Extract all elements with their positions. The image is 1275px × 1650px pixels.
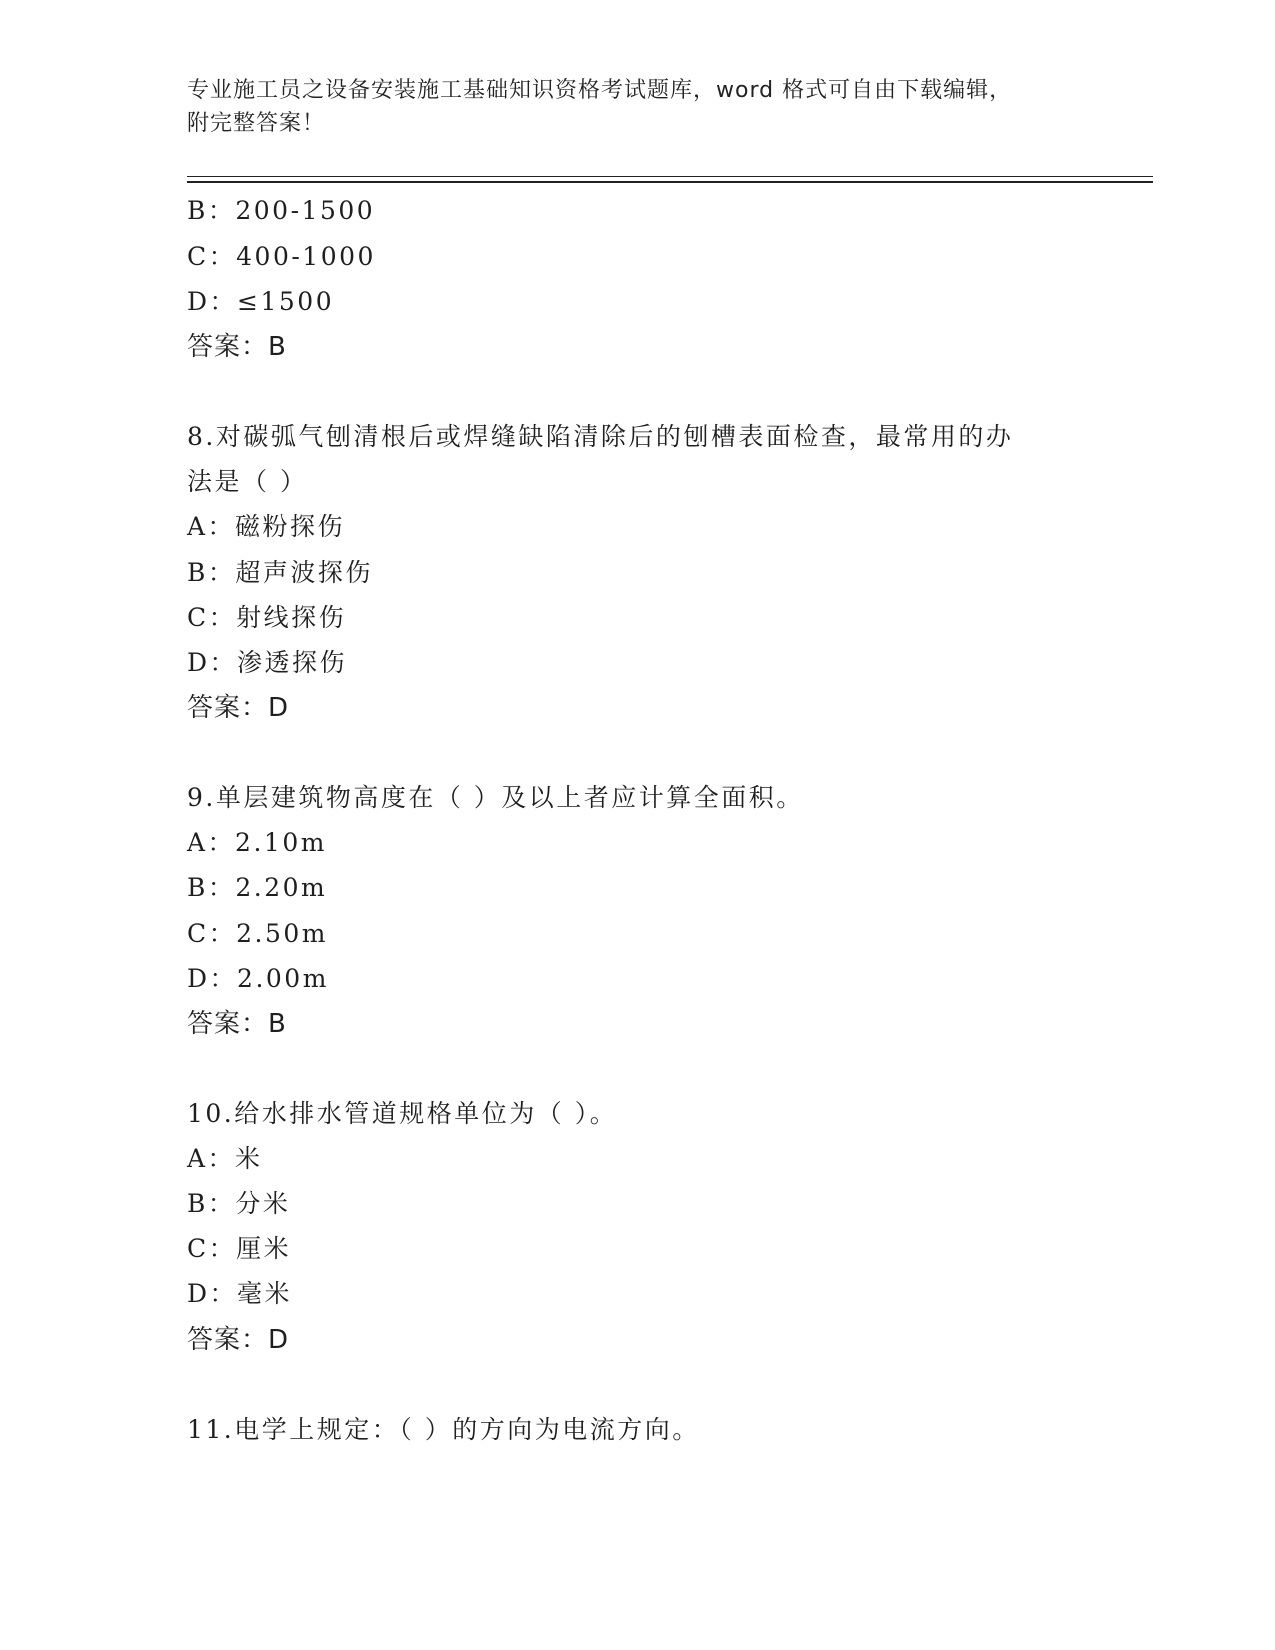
q10-option-b: B：分米: [187, 1189, 291, 1218]
header-line-2: 附完整答案！: [187, 111, 326, 136]
q8-option-b: B：超声波探伤: [187, 558, 373, 587]
page-header: [187, 74, 1087, 140]
q9-option-a: A：2.10m: [187, 828, 327, 857]
q7-option-d: D：≤1500: [187, 287, 335, 316]
q8-stem-line-1: 8.对碳弧气刨清根后或焊缝缺陷清除后的刨槽表面检查，最常用的办: [187, 422, 1014, 451]
header-rule-top: [187, 176, 1153, 177]
q11-stem: 11.电学上规定：（ ）的方向为电流方向。: [187, 1415, 700, 1444]
q9-option-b: B：2.20m: [187, 873, 328, 902]
q9-option-d: D：2.00m: [187, 964, 329, 993]
q9-answer: 答案：B: [187, 1009, 287, 1039]
q10-option-c: C：厘米: [187, 1234, 292, 1263]
q7-option-c: C：400-1000: [187, 242, 376, 271]
q8-answer: 答案：D: [187, 693, 290, 723]
q8-stem-line-2: 法是（ ）: [187, 467, 308, 496]
q10-option-a: A：米: [187, 1144, 263, 1173]
q10-option-d: D：毫米: [187, 1279, 293, 1308]
header-rule-bottom: [187, 181, 1153, 183]
q8-option-c: C：射线探伤: [187, 603, 347, 632]
q8-option-a: A：磁粉探伤: [187, 512, 346, 541]
q7-option-b: B：200-1500: [187, 196, 376, 225]
q8-option-d: D：渗透探伤: [187, 648, 348, 677]
q9-option-c: C：2.50m: [187, 919, 328, 948]
q7-answer: 答案：B: [187, 332, 287, 362]
q9-stem: 9.单层建筑物高度在（ ）及以上者应计算全面积。: [187, 783, 804, 812]
q10-answer: 答案：D: [187, 1325, 290, 1355]
header-line-1: 专业施工员之设备安装施工基础知识资格考试题库，word 格式可自由下载编辑，: [187, 78, 1013, 103]
q10-stem: 10.给水排水管道规格单位为（ ）。: [187, 1099, 618, 1128]
